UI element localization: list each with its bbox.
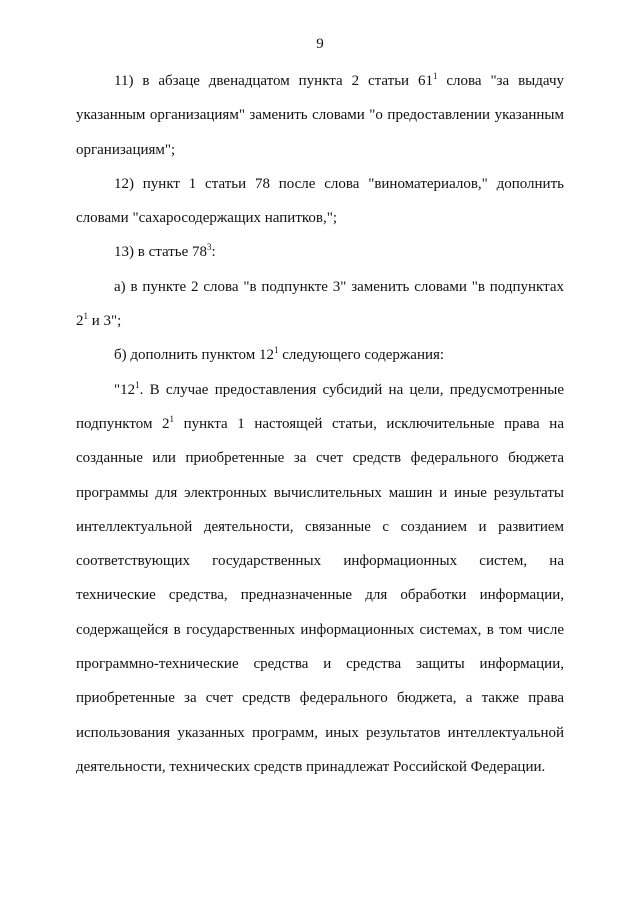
text-segment: : <box>211 244 216 261</box>
text-segment: следующего содержания: <box>278 347 445 364</box>
paragraph-item-11 <box>76 64 564 167</box>
superscript: 1 <box>273 345 279 356</box>
superscript: 3 <box>207 242 212 253</box>
text-segment: слова "за выдачу указанным организациям" заменить словами "о предоставлении указанным организациям"; <box>76 73 564 158</box>
paragraph-item-13 <box>76 235 564 269</box>
text-segment: 13) в статье 78 <box>114 244 208 261</box>
superscript: 1 <box>169 413 175 424</box>
text-segment: и 3"; <box>88 313 122 330</box>
superscript: 1 <box>433 71 438 81</box>
text-segment: 11) в абзаце двенадцатом пункта 2 статьи 61 <box>114 73 433 89</box>
document-body <box>76 64 564 784</box>
page-number: 9 <box>316 36 324 52</box>
paragraph-item-12: 12) пункт 1 статьи 78 после слова "виноматериалов," дополнить словами "сахаросодержащих напитков,"; <box>76 175 564 227</box>
superscript: 1 <box>135 379 140 390</box>
superscript: 1 <box>83 311 88 322</box>
paragraph-subitem-a <box>76 270 564 339</box>
text-segment: . В случае предоставления субсидий на цели, предусмотренные подпунктом 2 <box>76 381 564 432</box>
text-segment: "12 <box>114 381 136 398</box>
text-segment: б) дополнить пунктом 12 <box>114 347 274 364</box>
paragraph-quoted-clause <box>76 373 564 785</box>
text-segment: пункта 1 настоящей статьи, исключительные права на созданные или приобретенные за счет средств федерального бюджета программы для электронных вычислительных машин и иные результаты интеллектуальной деятельности, связанные с созданием и развитием соответствующих государственных информационных систем, на технические средства, предназначенные для обработки информации, содержащейся в государственных информационных системах, в том числе программно-технические средства и средства защиты информации, приобретенные за счет средств федерального бюджета, а также права использования указанных программ, иных результатов интеллектуальной деятельности, технических средств принадлежат Российской Федерации. <box>76 415 564 775</box>
text-segment: а) в пункте 2 слова "в подпункте 3" заменить словами "в подпунктах 2 <box>76 278 564 330</box>
paragraph-subitem-b <box>76 338 564 372</box>
